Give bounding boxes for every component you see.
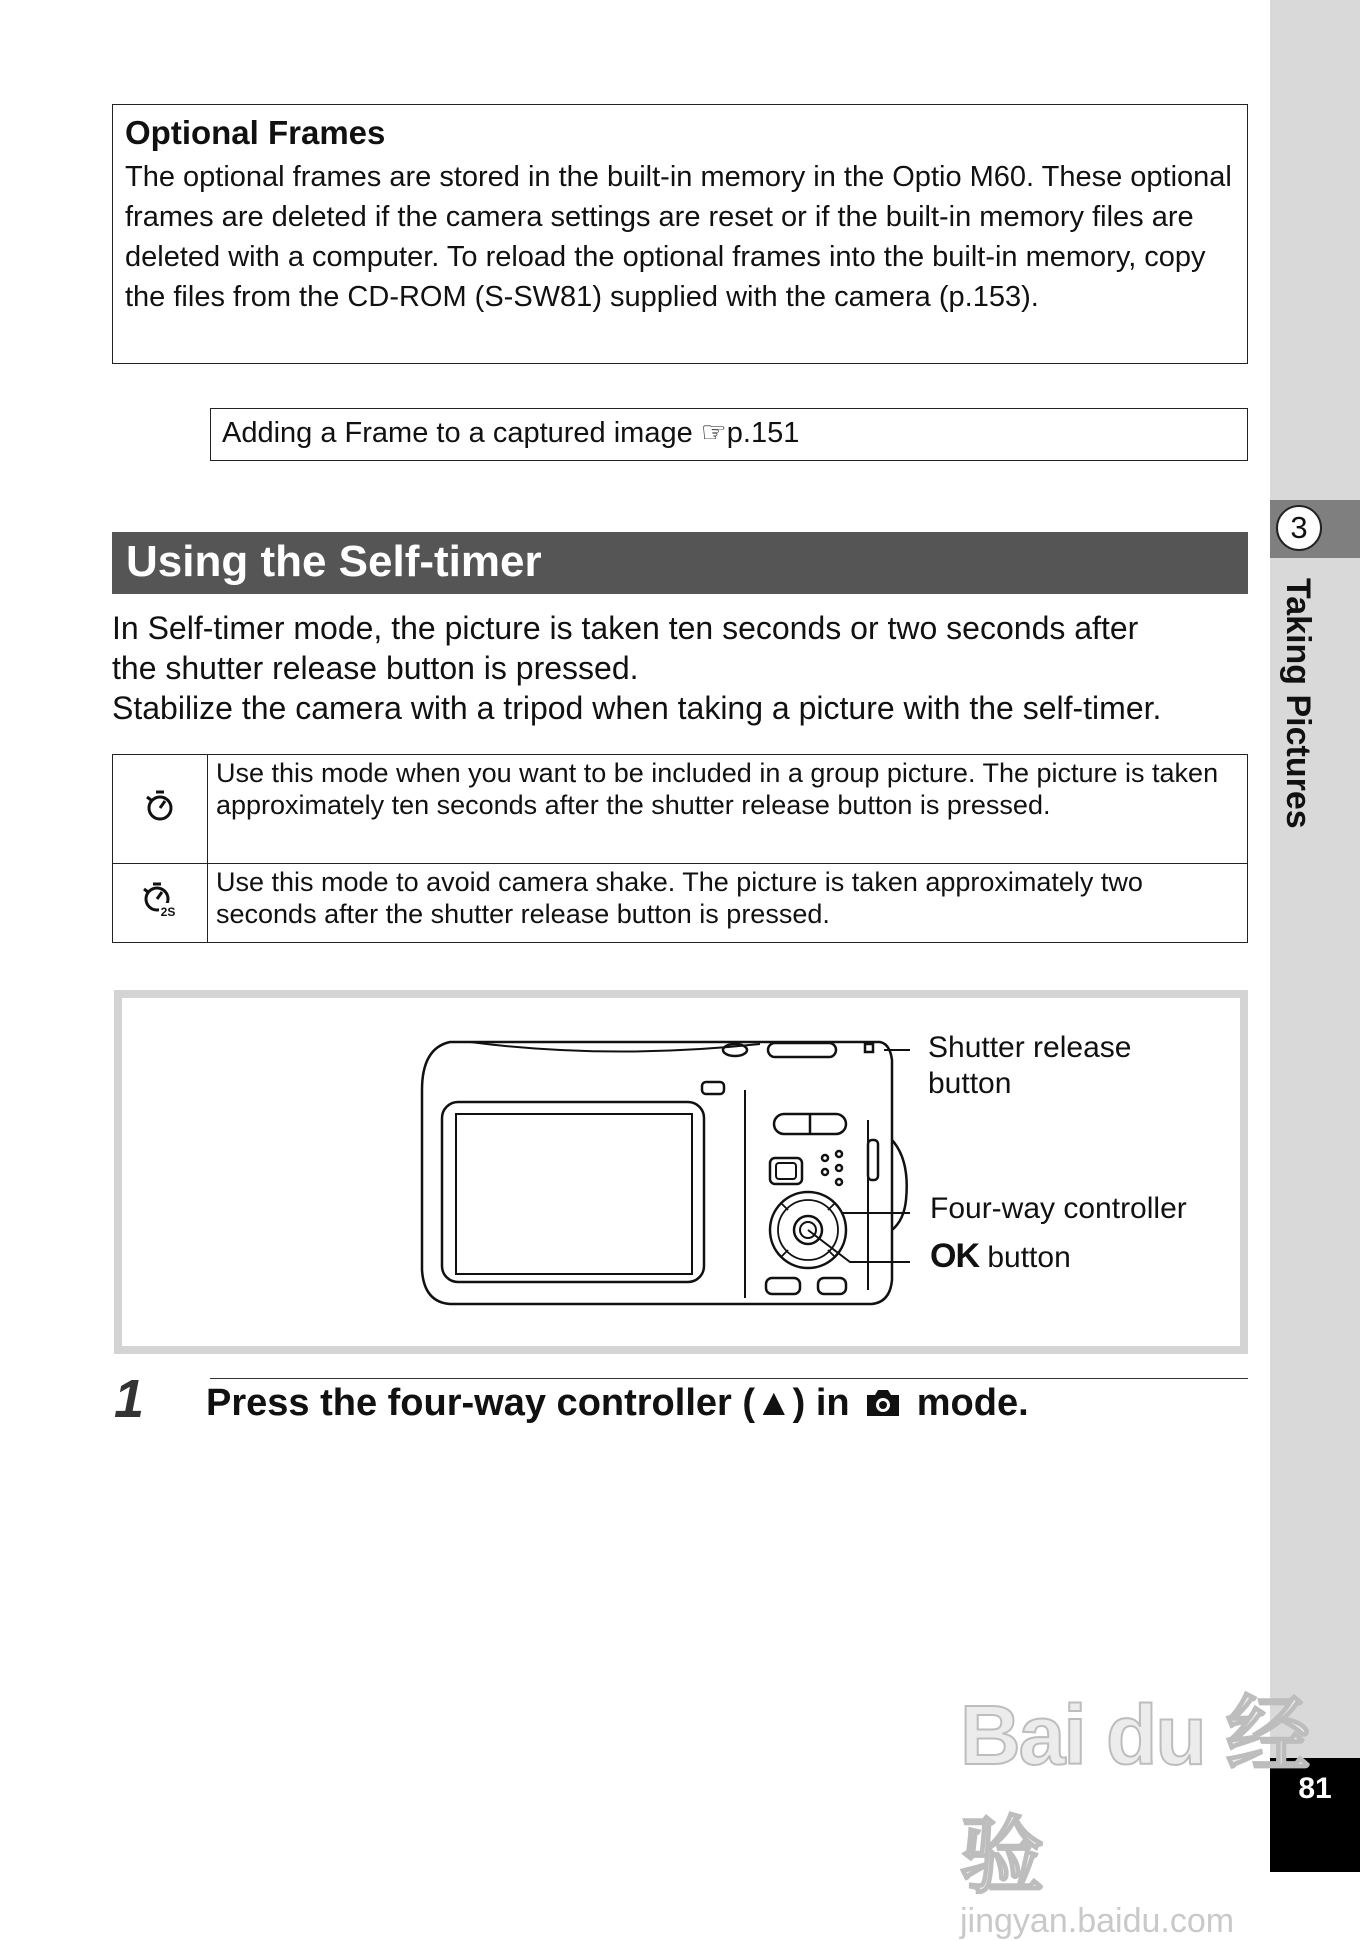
- self-timer-mode-table: [112, 754, 1248, 943]
- ok-button-label: OK button: [930, 1237, 1071, 1275]
- camera-icon: [864, 1387, 902, 1419]
- step-instruction: Press the four-way controller (▲) in mode.: [206, 1382, 1029, 1424]
- svg-text:2S: 2S: [160, 904, 176, 919]
- section-title: Using the Self-timer: [126, 537, 542, 586]
- self-timer-2s-icon: [141, 881, 179, 919]
- ok-mark: OK: [930, 1237, 979, 1275]
- mode-description: Use this mode when you want to be included in a group picture. The picture is taken approximately ten seconds after the shutter release button is pressed.: [208, 755, 1248, 864]
- camera-back-illustration: [410, 1030, 910, 1320]
- table-row: [113, 864, 1248, 943]
- section-intro: [112, 608, 1262, 728]
- baidu-watermark: [960, 1668, 1360, 1941]
- self-timer-icon: [143, 789, 177, 823]
- watermark-url: jingyan.baidu.com: [960, 1902, 1235, 1940]
- watermark-logo: Bai du 经验: [960, 1688, 1309, 1903]
- side-tab-strip: [1270, 0, 1360, 1872]
- intro-line: In Self-timer mode, the picture is taken ten seconds or two seconds after: [112, 610, 1139, 646]
- note-title: Optional Frames: [125, 114, 386, 151]
- step-number: 1: [114, 1369, 145, 1429]
- four-way-controller-label: Four-way controller: [930, 1192, 1187, 1225]
- table-row: [113, 755, 1248, 864]
- mode-description: Use this mode to avoid camera shake. The picture is taken approximately two seconds after the shutter release button is pressed.: [208, 864, 1248, 943]
- intro-line: Stabilize the camera with a tripod when taking a picture with the self-timer.: [112, 690, 1162, 726]
- mode-icon-cell: [113, 755, 208, 864]
- note-body: The optional frames are stored in the built-in memory in the Optio M60. These optional frames are deleted if the camera settings are reset or if the built-in memory files are deleted with a computer. To reload the optional frames into the built-in memory, copy the files from the CD-ROM (S-SW81) supplied with the camera (p.153).: [125, 161, 1232, 313]
- chapter-number: 3: [1276, 505, 1322, 551]
- step-divider: [210, 1378, 1248, 1379]
- optional-frames-note: [112, 104, 1248, 364]
- page-number: 81: [1298, 1772, 1332, 1805]
- cross-reference: Adding a Frame to a captured image ☞p.151: [210, 408, 1248, 461]
- chapter-title: Taking Pictures: [1279, 578, 1317, 829]
- mode-icon-cell: [113, 864, 208, 943]
- shutter-release-label: Shutter release button: [928, 1031, 1132, 1100]
- intro-line: the shutter release button is pressed.: [112, 650, 639, 686]
